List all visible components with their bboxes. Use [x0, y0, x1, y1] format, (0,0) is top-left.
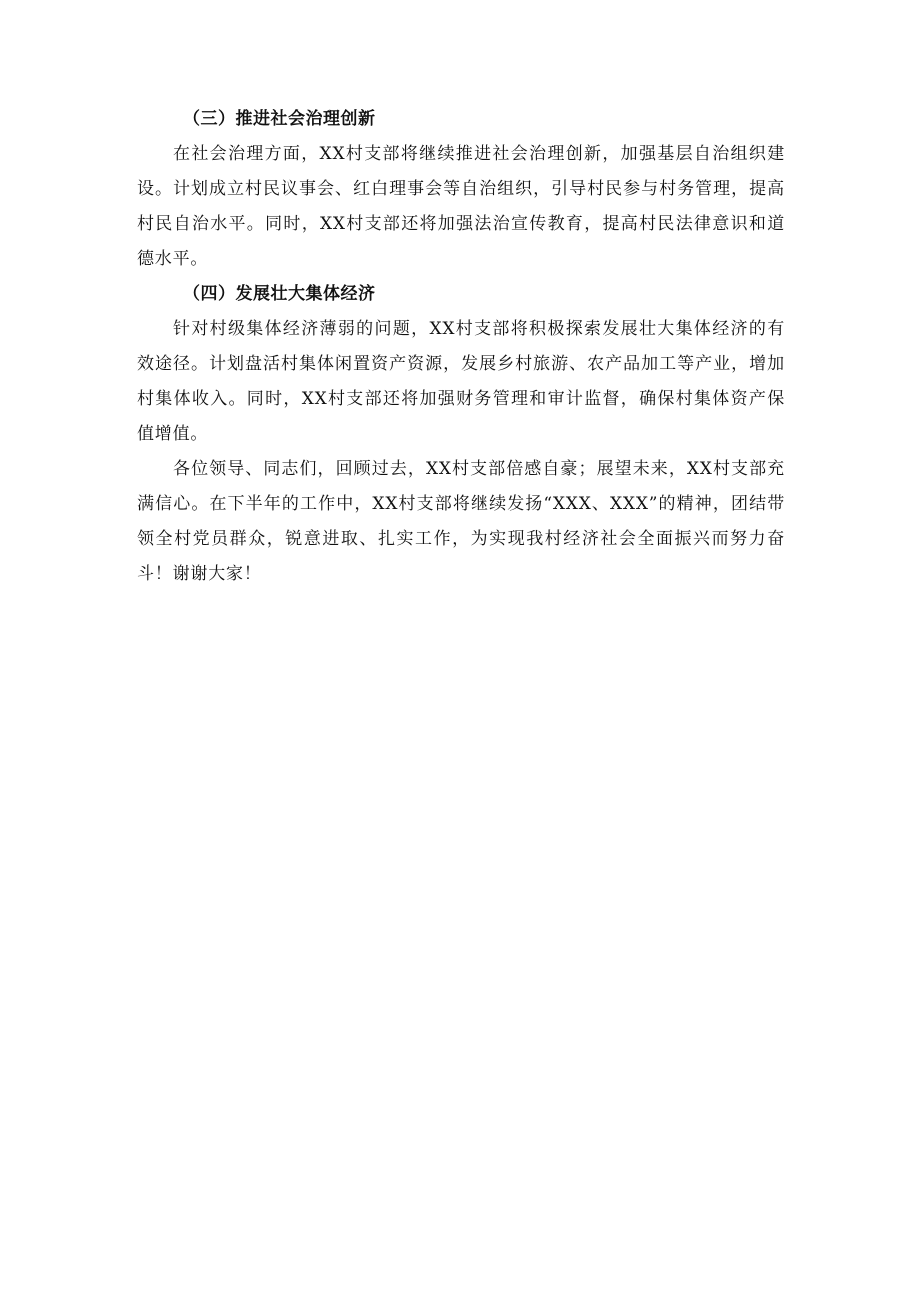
- section-heading-social-governance: （三）推进社会治理创新: [183, 109, 376, 129]
- section-paragraph-collective-economy: 针对村级集体经济薄弱的问题，XX村支部将积极探索发展壮大集体经济的有效途径。计划盘活村集体闲置资产资源，发展乡村旅游、农产品加工等产业，增加村集体收入。同时，XX村支部还将加强财务管理和审计监督，确保村集体资产保值增值。: [137, 319, 785, 444]
- section-paragraph-social-governance: 在社会治理方面，XX村支部将继续推进社会治理创新，加强基层自治组织建设。计划成立村民议事会、红白理事会等自治组织，引导村民参与村务管理，提高村民自治水平。同时，XX村支部还将加强法治宣传教育，提高村民法律意识和道德水平。: [137, 144, 785, 269]
- section-heading-collective-economy: （四）发展壮大集体经济: [183, 284, 376, 304]
- closing-paragraph: 各位领导、同志们，回顾过去，XX村支部倍感自豪；展望未来，XX村支部充满信心。在下半年的工作中，XX村支部将继续发扬“XXX、XXX”的精神，团结带领全村党员群众，锐意进取、扎实工作，为实现我村经济社会全面振兴而努力奋斗！谢谢大家！: [137, 459, 785, 584]
- document-body: [137, 102, 785, 592]
